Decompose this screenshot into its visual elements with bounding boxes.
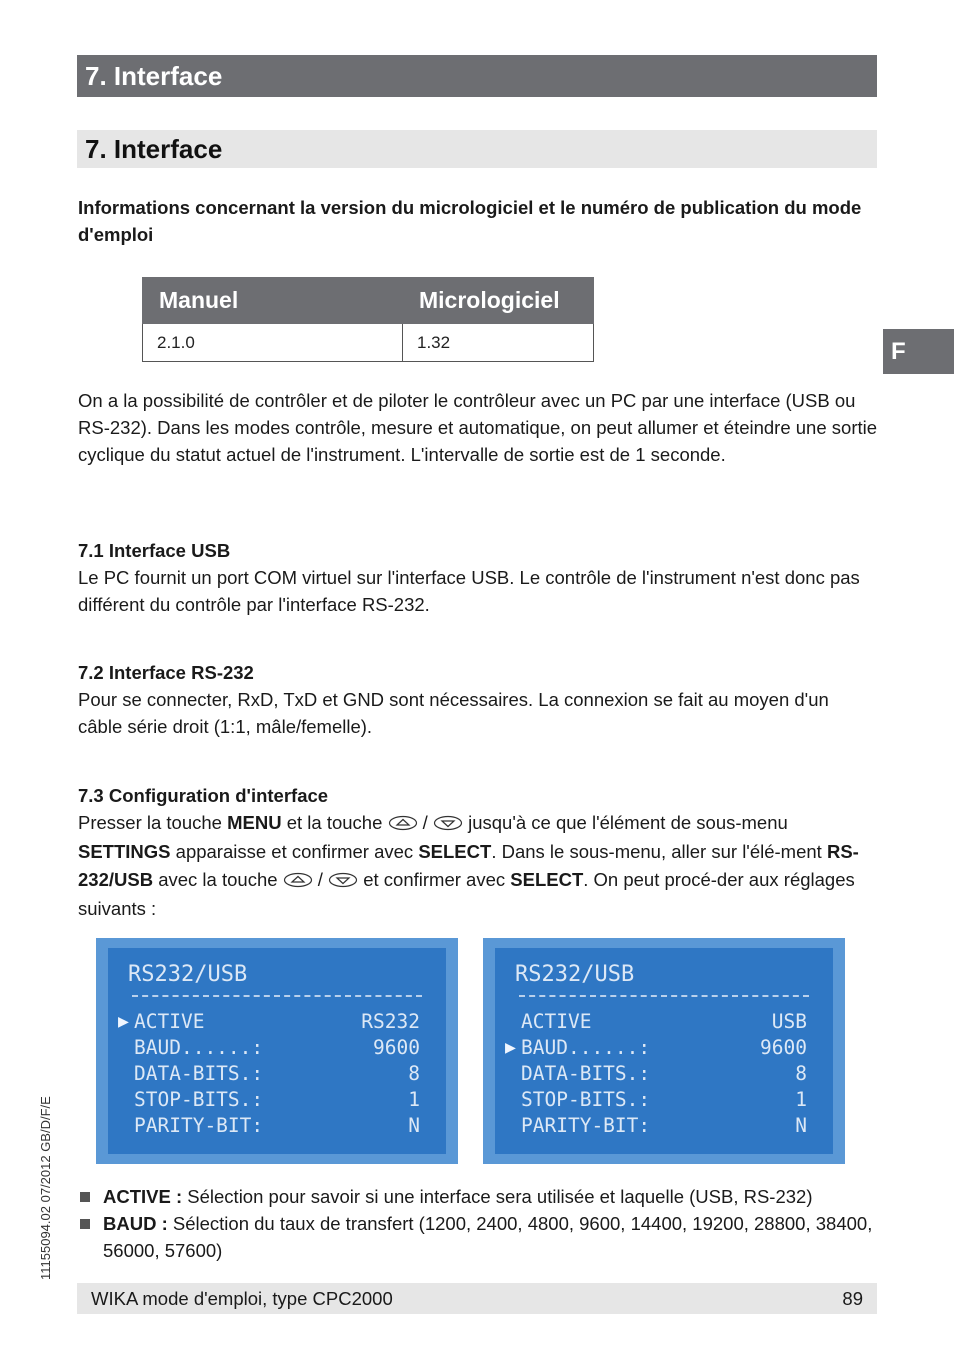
lcd-row-value: 1 <box>795 1088 807 1111</box>
lcd-row-key: ACTIVE <box>521 1010 592 1033</box>
cursor-arrow-icon: ▶ <box>118 1011 129 1032</box>
footer-bar <box>77 1283 877 1314</box>
header-bar <box>77 55 877 97</box>
version-table-header-firmware: Micrologiciel <box>403 278 594 324</box>
lcd-row-parity-bit <box>124 1114 430 1140</box>
lcd-row-key: PARITY-BIT: <box>134 1114 264 1137</box>
lcd-row-active <box>511 1010 817 1036</box>
lcd-row-active <box>118 1010 430 1036</box>
bullet-active <box>78 1183 878 1210</box>
lcd-row-value: 8 <box>408 1062 420 1085</box>
language-tab: F <box>883 329 954 374</box>
lcd-row-value: N <box>408 1114 420 1137</box>
version-firmware-value: 1.32 <box>403 324 594 362</box>
text-run: . Dans le sous-menu, aller sur l'élé-ment <box>491 841 827 863</box>
lcd-row-value: RS232 <box>361 1010 420 1033</box>
lcd-display <box>108 948 446 1154</box>
page-number: 89 <box>842 1288 863 1309</box>
text-run: . On peut procé-der aux réglages suivants : <box>78 868 855 919</box>
lcd-row-value: 8 <box>795 1062 807 1085</box>
lcd-row-key: ACTIVE <box>134 1010 205 1033</box>
lcd-row-value: N <box>795 1114 807 1137</box>
lcd-screen-2 <box>483 938 845 1164</box>
lcd-row-value: 9600 <box>760 1036 807 1059</box>
version-table <box>142 277 594 362</box>
section-7-3-title: 7.3 Configuration d'interface <box>78 785 329 806</box>
section-7-3 <box>78 782 878 922</box>
settings-label: SETTINGS <box>78 841 171 863</box>
lcd-row-key: DATA-BITS.: <box>134 1062 264 1085</box>
lcd-row-stop-bits <box>511 1088 817 1114</box>
lcd-row-value: 9600 <box>373 1036 420 1059</box>
lcd-row-stop-bits <box>124 1088 430 1114</box>
section-7-1 <box>78 537 878 619</box>
document-code: 11155094.02 07/2012 GB/D/F/E <box>38 1096 53 1280</box>
up-arrow-key-icon <box>283 868 313 895</box>
select-label: SELECT <box>418 841 492 863</box>
text-run: Presser la touche <box>78 812 228 834</box>
cursor-arrow-icon: ▶ <box>505 1037 516 1058</box>
down-arrow-key-icon <box>433 811 463 838</box>
section-7-2-title: 7.2 Interface RS-232 <box>78 662 254 683</box>
text-run: apparaisse et confirmer avec <box>170 841 419 863</box>
section-7-2 <box>78 659 878 741</box>
lcd-row-key: BAUD......: <box>134 1036 264 1059</box>
bullet-text: Sélection pour savoir si une interface sera utilisée et laquelle (USB, RS-232) <box>182 1186 813 1207</box>
section-7-1-text: Le PC fournit un port COM virtuel sur l'interface USB. Le contrôle de l'instrument n'est donc pas différent du contrôle par l'interface RS-232. <box>78 567 860 616</box>
lcd-row-key: DATA-BITS.: <box>521 1062 651 1085</box>
up-arrow-key-icon <box>388 811 418 838</box>
text-run: / <box>312 868 329 890</box>
section-7-2-text: Pour se connecter, RxD, TxD et GND sont nécessaires. La connexion se fait au moyen d'un câble série droit (1:1, mâle/femelle). <box>78 689 829 738</box>
text-run: et confirmer avec <box>358 868 511 890</box>
lcd-row-value: 1 <box>408 1088 420 1111</box>
section-7-1-title: 7.1 Interface USB <box>78 540 231 561</box>
lcd-row-key: STOP-BITS.: <box>521 1088 651 1111</box>
bullet-label: BAUD : <box>103 1213 168 1234</box>
lcd-row-baud <box>124 1036 430 1062</box>
text-run: avec la touche <box>153 868 283 890</box>
lcd-row-data-bits <box>511 1062 817 1088</box>
footer-text: WIKA mode d'emploi, type CPC2000 <box>91 1288 393 1309</box>
lcd-row-key: BAUD......: <box>521 1036 651 1059</box>
lcd-row-baud <box>505 1036 817 1062</box>
bullet-label: ACTIVE : <box>103 1186 183 1207</box>
text-run: / <box>417 812 433 834</box>
down-arrow-key-icon <box>328 868 358 895</box>
version-manual-value: 2.1.0 <box>143 324 403 362</box>
bullet-text: Sélection du taux de transfert (1200, 2400, 4800, 9600, 14400, 19200, 28800, 38400, 56000, 57600) <box>103 1213 873 1262</box>
rs232-usb-label: RS-232/USB <box>78 841 859 890</box>
info-title: Informations concernant la version du micrologiciel et le numéro de publication du mode d'emploi <box>78 197 862 245</box>
text-run: et la touche <box>281 812 388 834</box>
section-title-bar <box>77 130 877 168</box>
lcd-separator <box>519 995 809 997</box>
section-title: 7. Interface <box>85 134 223 164</box>
intro-paragraph: On a la possibilité de contrôler et de piloter le contrôleur avec un PC par une interface (USB ou RS-232). Dans les modes contrôle, mesure et automatique, on peut allumer et éteindre une sortie cyclique du statut actuel de l'instrument. L'intervalle de sortie est de 1 seconde. <box>78 390 878 466</box>
select-label: SELECT <box>510 868 584 890</box>
lcd-title: RS232/USB <box>515 962 635 987</box>
menu-key-label: MENU <box>227 812 282 834</box>
lcd-row-key: PARITY-BIT: <box>521 1114 651 1137</box>
lcd-row-value: USB <box>771 1010 807 1033</box>
lcd-row-parity-bit <box>511 1114 817 1140</box>
header-title: 7. Interface <box>85 61 223 91</box>
version-table-header-manual: Manuel <box>143 278 403 324</box>
bullet-square-icon <box>80 1219 90 1229</box>
bullet-square-icon <box>80 1192 90 1202</box>
section-7-3-text <box>78 809 878 922</box>
lcd-separator <box>132 995 422 997</box>
text-run: jusqu'à ce que l'élément de sous-menu <box>462 812 788 834</box>
lcd-display <box>495 948 833 1154</box>
lcd-title: RS232/USB <box>128 962 248 987</box>
lcd-screen-1 <box>96 938 458 1164</box>
lcd-row-key: STOP-BITS.: <box>134 1088 264 1111</box>
lcd-row-data-bits <box>124 1062 430 1088</box>
bullet-baud <box>78 1210 878 1264</box>
